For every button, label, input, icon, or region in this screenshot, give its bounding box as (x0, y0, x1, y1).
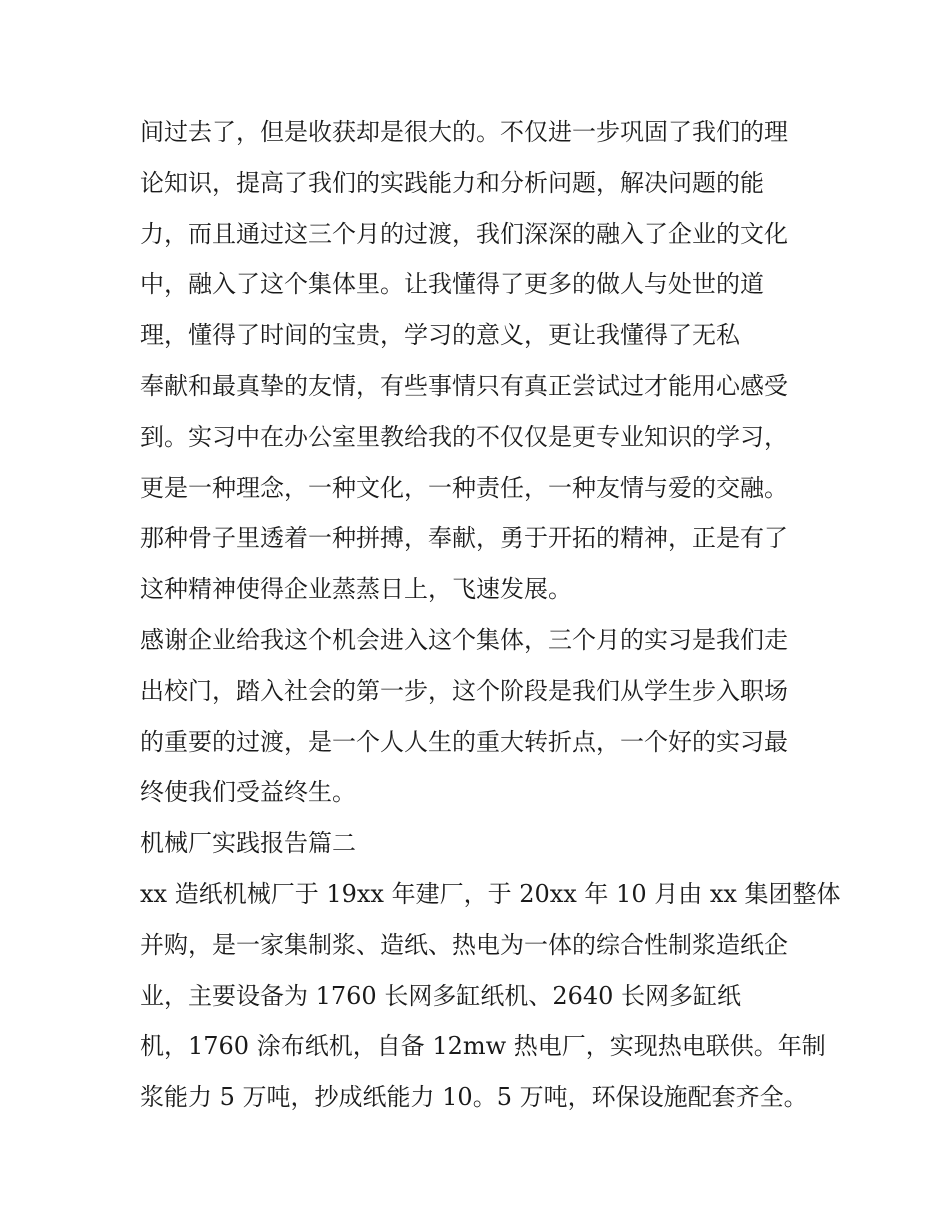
text-line: 那种骨子里透着一种拼搏，奉献，勇于开拓的精神，正是有了 (140, 524, 788, 553)
text-line: 的重要的过渡，是一个人人生的重大转折点，一个好的实习最 (140, 727, 788, 756)
text-line: 力，而且通过这三个月的过渡，我们深深的融入了企业的文化 (140, 219, 788, 248)
text-line: xx 造纸机械厂于 19xx 年建厂，于 20xx 年 10 月由 xx 集团整体 (140, 879, 841, 908)
text-line: 并购，是一家集制浆、造纸、热电为一体的综合性制浆造纸企 (140, 930, 788, 959)
document-body (140, 107, 840, 1123)
text-line: 论知识，提高了我们的实践能力和分析问题，解决问题的能 (140, 168, 764, 197)
section-heading: 机械厂实践报告篇二 (140, 829, 356, 858)
text-line: 业，主要设备为 1760 长网多缸纸机、2640 长网多缸纸 (140, 981, 742, 1010)
text-line: 间过去了，但是收获却是很大的。不仅进一步巩固了我们的理 (140, 118, 788, 146)
text-line: 感谢企业给我这个机会进入这个集体，三个月的实习是我们走 (140, 625, 788, 654)
text-line: 更是一种理念，一种文化，一种责任，一种友情与爱的交融。 (140, 473, 788, 502)
text-line: 中，融入了这个集体里。让我懂得了更多的做人与处世的道 (140, 270, 764, 299)
text-line: 奉献和最真挚的友情，有些事情只有真正尝试过才能用心感受 (140, 371, 788, 400)
text-line: 浆能力 5 万吨，抄成纸能力 10。5 万吨，环保设施配套齐全。 (140, 1083, 808, 1112)
text-line: 出校门，踏入社会的第一步，这个阶段是我们从学生步入职场 (140, 676, 788, 705)
text-line: 终使我们受益终生。 (140, 778, 356, 807)
text-line: 这种精神使得企业蒸蒸日上，飞速发展。 (140, 575, 572, 604)
text-line: 机，1760 涂布纸机，自备 12mw 热电厂，实现热电联供。年制 (140, 1032, 826, 1061)
text-line: 理，懂得了时间的宝贵，学习的意义，更让我懂得了无私 (140, 321, 740, 350)
text-line: 到。实习中在办公室里教给我的不仅仅是更专业知识的学习， (140, 422, 788, 451)
